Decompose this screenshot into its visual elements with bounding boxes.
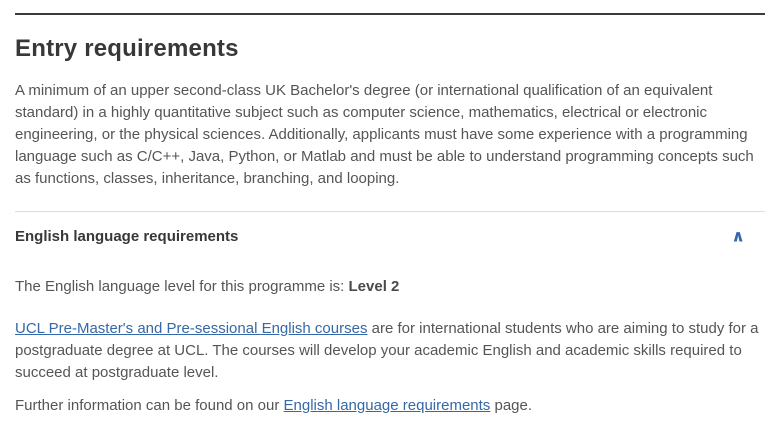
english-language-requirements-accordion[interactable] <box>15 228 765 245</box>
page-title: Entry requirements <box>15 35 239 62</box>
pre-sessional-courses-paragraph <box>15 318 765 384</box>
further-info-prefix: Further information can be found on our <box>15 397 284 414</box>
english-level-line <box>15 276 765 298</box>
pre-masters-courses-link[interactable]: UCL Pre-Master's and Pre-sessional English courses <box>15 320 368 337</box>
further-information-line <box>15 395 765 417</box>
entry-requirements-section <box>0 13 780 427</box>
english-language-requirements-link[interactable]: English language requirements <box>283 397 491 414</box>
top-divider <box>15 13 765 15</box>
further-info-suffix: page. <box>490 397 533 414</box>
accordion-title: English language requirements <box>15 228 239 245</box>
english-level-prefix: The English language level for this programme is: <box>15 278 349 295</box>
courses-paragraph-text: are for international students who are aiming to study for a postgraduate degree at UCL. The courses will develop your academic English and academic skills required to succeed at postgraduate level. <box>15 320 759 381</box>
english-level-value: Level 2 <box>348 278 400 295</box>
section-divider <box>15 211 765 212</box>
chevron-up-icon[interactable]: ∧ <box>731 227 745 246</box>
entry-requirements-paragraph: A minimum of an upper second-class UK Bachelor's degree (or international qualification of an equivalent standard) in a highly quantitative subject such as computer science, mathematics, electrical or electronic engineering, or the physical sciences. Additionally, applicants must have some experience with a programming language such as C/C++, Java, Python, or Matlab and must be able to understand programming concepts such as functions, classes, inheritance, branching, and looping. <box>15 82 754 187</box>
